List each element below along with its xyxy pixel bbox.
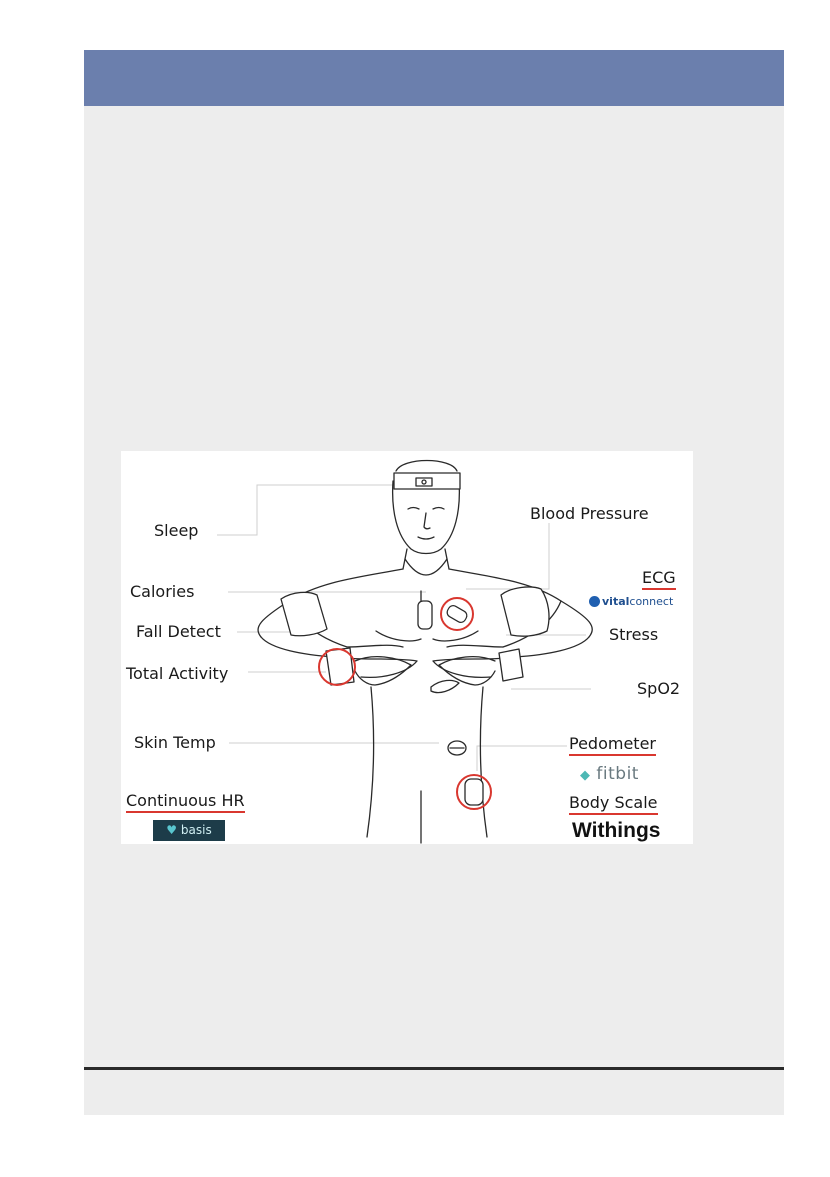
torso-left — [367, 687, 374, 837]
torso-right — [480, 687, 487, 837]
label-stress: Stress — [609, 625, 659, 644]
label-continuous-hr: Continuous HR — [126, 793, 245, 813]
wearables-diagram — [121, 451, 693, 844]
leader-pedometer — [477, 746, 567, 771]
header-bar — [84, 50, 784, 106]
label-total-activity: Total Activity — [126, 664, 229, 683]
leader-blood-pressure — [466, 523, 549, 589]
label-sleep: Sleep — [154, 521, 199, 540]
withings-logo: Withings — [572, 819, 661, 842]
label-body-scale: Body Scale — [569, 795, 658, 815]
fitbit-logo: ◆ fitbit — [580, 764, 639, 784]
label-spo2: SpO2 — [637, 679, 681, 698]
vitalconnect-logo: vitalconnect — [589, 595, 673, 608]
footer-rule — [84, 1067, 784, 1070]
label-calories: Calories — [130, 582, 195, 601]
right-armband — [501, 587, 549, 636]
leader-sleep — [217, 485, 411, 535]
label-ecg: ECG — [642, 570, 676, 590]
label-pedometer: Pedometer — [569, 736, 656, 756]
fitbit-dots-icon: ◆ — [580, 768, 591, 783]
label-skin-temp: Skin Temp — [134, 733, 216, 752]
basis-logo: ♥ basis — [153, 820, 225, 841]
left-armband — [281, 592, 327, 635]
label-fall-detect: Fall Detect — [136, 622, 221, 641]
left-shoulder — [258, 569, 403, 637]
label-blood-pressure: Blood Pressure — [530, 504, 649, 523]
vitalconnect-icon — [589, 596, 600, 607]
heart-icon: ♥ — [166, 823, 178, 837]
